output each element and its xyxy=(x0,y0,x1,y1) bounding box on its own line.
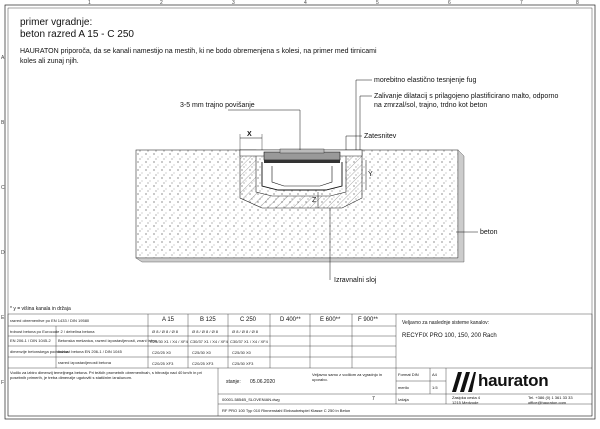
sub-label-3: razred izpostavljenosti betona xyxy=(58,360,111,365)
title-line-1: primer vgradnje: xyxy=(20,17,93,28)
table-cell: C30/37 X1 / X4 / XF4 xyxy=(230,339,268,344)
col-mark-4: 4 xyxy=(304,0,307,6)
callout-joint-2: na zmrzal/sol, trajno, trdno kot beton xyxy=(374,102,488,109)
row-mark-d: D xyxy=(1,250,5,256)
logo-mark-icon xyxy=(452,372,476,392)
row-label-2: EN 206-1 / DIN 1045-2 xyxy=(10,338,51,343)
row-label-3: dimenzije betonskega podstavka xyxy=(10,349,69,354)
sheet-number: 7 xyxy=(372,396,375,402)
format-label: Format DIN xyxy=(398,372,419,377)
valid-label: Veljavno za naslednje sisteme kanalov: xyxy=(402,320,489,326)
row-mark-b: B xyxy=(1,120,5,126)
table-cell: C20/25 X0 xyxy=(152,350,171,355)
table-cell: C25/30 X0 xyxy=(192,350,211,355)
table-cell: Ø 8 / Ø 8 / Ø 8 xyxy=(192,329,219,334)
status-note: Veljavno samo z vodilom za vgradnjo in uporabo. xyxy=(312,372,383,382)
col-mark-6: 6 xyxy=(448,0,451,6)
logo-text: hauraton xyxy=(478,371,549,390)
dim-y-label: Y xyxy=(368,171,373,178)
format-value: A4 xyxy=(432,372,437,377)
product-list: RECYFIX PRO 100, 150, 200 Rach xyxy=(402,333,497,339)
class-e600: E 600** xyxy=(320,317,341,323)
class-b125: B 125 xyxy=(200,317,216,323)
table-cell: C30/37 X1 / X4 / XF4 xyxy=(190,339,228,344)
callout-seal: morebitno elastično tesnjenje fug xyxy=(374,77,477,84)
edition-label: Izdaja xyxy=(398,397,409,402)
status-label: stanje: xyxy=(226,379,241,385)
row-mark-f: F xyxy=(1,380,5,386)
title-block-grid xyxy=(8,314,592,416)
col-mark-2: 2 xyxy=(160,0,163,6)
col-mark-8: 8 xyxy=(576,0,579,6)
scale-value: 1:5 xyxy=(432,385,438,390)
col-mark-1: 1 xyxy=(88,0,91,6)
intro-text: HAURATON priporoča, da se kanali namestijo na mestih, ki ne bodo obremenjena s kolesi, na primer med tirnicami koles ali zunaj njih. xyxy=(20,48,377,65)
company-contact: Tel. +386 (0) 1 361 33 33 office@hauraton.com xyxy=(528,395,573,405)
sub-label-2: trdnost betona EN 206-1 / DIN 1045 xyxy=(58,349,122,354)
table-cell: Ø 8 / Ø 8 / Ø 8 xyxy=(232,329,259,334)
drawing-title xyxy=(20,17,134,41)
callout-levelling: Izravnalni sloj xyxy=(334,277,377,284)
table-cell: C25/30 X0 xyxy=(232,350,251,355)
callout-joint-1: Zalivanje dilatacij s prilagojeno plastificirano malto, odporno xyxy=(374,93,559,100)
row-mark-c: C xyxy=(1,185,5,191)
footer-description: RF PRO 100 Typ 010 Rinnenstahl Einbaubeispiel Klasse C 250 in Beton xyxy=(222,408,351,413)
status-date: 05.06.2020 xyxy=(250,379,276,385)
dim-z-label: Z xyxy=(312,197,317,204)
table-header-left: razred obremenitve po EN 1433 / DIN 19580 xyxy=(10,318,90,323)
class-f900: F 900** xyxy=(358,317,379,323)
callout-height: 3-5 mm trajno povišanje xyxy=(180,102,255,109)
footnote: * y = višina kanala in držaja xyxy=(10,306,71,312)
class-a15: A 15 xyxy=(162,317,175,323)
grate-frame xyxy=(264,160,340,163)
callout-concrete: beton xyxy=(480,229,498,236)
table-cell: C25/30 X1 / X4 / XF4 xyxy=(150,339,188,344)
table-cell: C20/25 XF3 xyxy=(192,361,214,366)
class-d400: D 400** xyxy=(280,317,301,323)
scale-label: merilo xyxy=(398,385,409,390)
table-note: Vodilo za izbiro dimenzij temeljnega betona. Pri težkih prometnih obremenitvah, s hitrostjo nad 40 km/h in pri posebnih primerih, je treba dimenzije ugotoviti s statičnim izračunom. xyxy=(10,370,202,380)
drawing-number: 00001-5854B_SLOVENIAN.dwg xyxy=(222,397,280,402)
class-c250: C 250 xyxy=(240,317,257,323)
table-cell: C20/25 XF3 xyxy=(152,361,174,366)
col-mark-5: 5 xyxy=(376,0,379,6)
row-label-1: trdnost betona po Eurocode 2 / debelina betona xyxy=(10,329,95,334)
sub-label-1: Betonska mešanica, razred izpostavljenosti, znani trdno xyxy=(58,338,157,343)
row-mark-a: A xyxy=(1,55,5,61)
col-mark-3: 3 xyxy=(232,0,235,6)
row-mark-e: E xyxy=(1,315,5,321)
table-cell: Ø 8 / Ø 8 / Ø 8 xyxy=(152,329,179,334)
col-mark-7: 7 xyxy=(520,0,523,6)
title-line-2: beton razred A 15 - C 250 xyxy=(20,29,134,40)
company-logo xyxy=(452,372,476,397)
company-address: Zasipka cesta 4 1215 Medvode xyxy=(452,395,481,405)
callout-finish: Zatesnitev xyxy=(364,133,397,140)
dim-x-label: X xyxy=(247,131,252,138)
table-cell: C25/30 XF3 xyxy=(232,361,254,366)
